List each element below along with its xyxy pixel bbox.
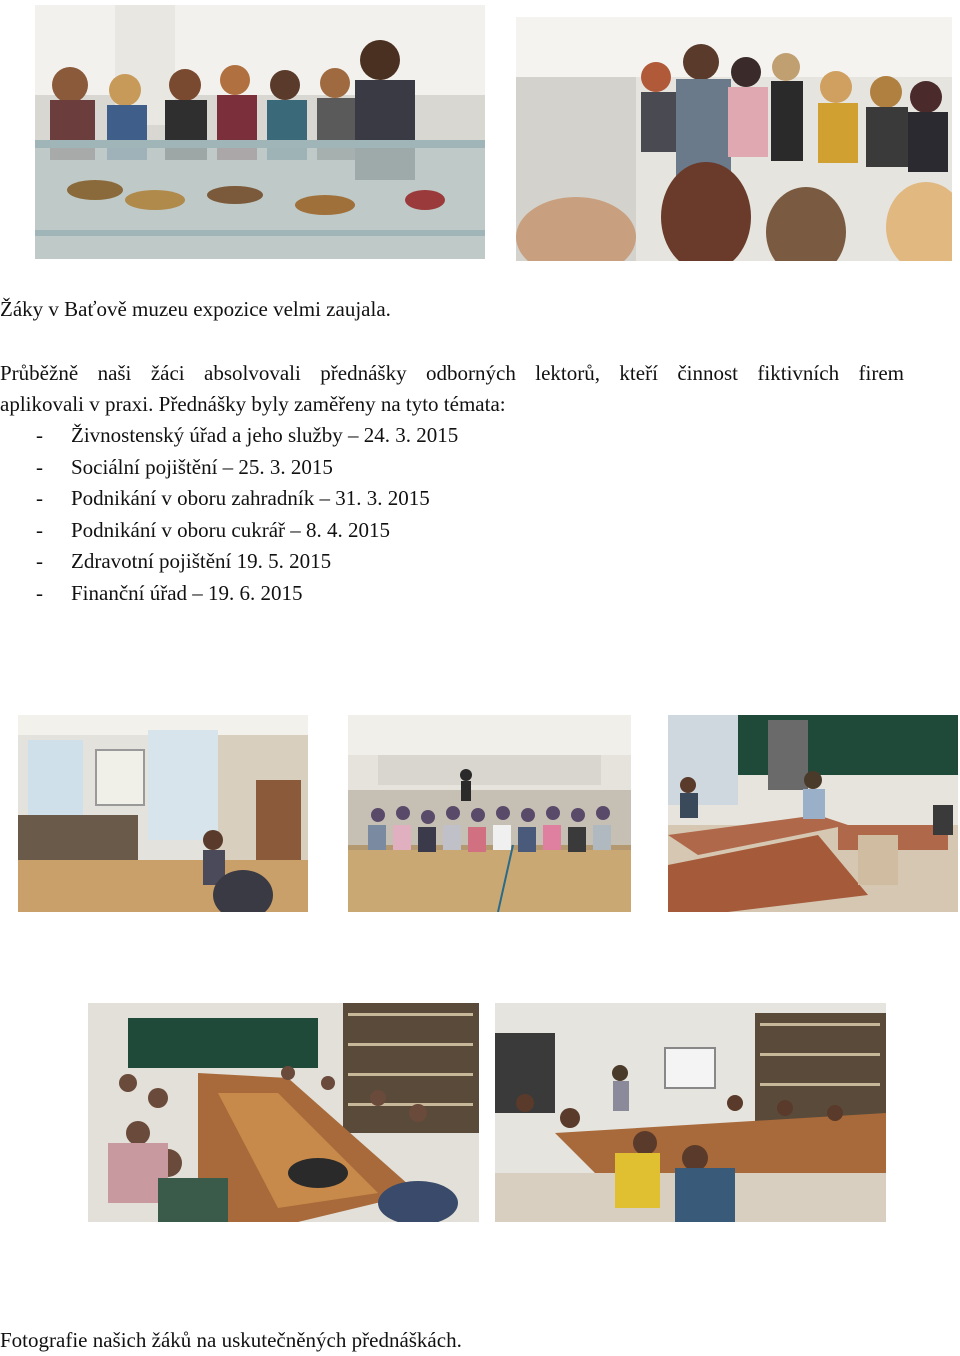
museum-photo-2 xyxy=(516,17,952,261)
list-item xyxy=(36,420,458,452)
paragraph-word: přednášky xyxy=(320,361,407,385)
list-dash: - xyxy=(36,423,43,447)
museum-caption: Žáky v Baťově muzeu expozice velmi zaujala. xyxy=(0,297,391,321)
list-item-text: Zdravotní pojištění 19. 5. 2015 xyxy=(71,549,332,574)
lectures-intro-paragraph xyxy=(0,358,904,420)
lecture-photo-2 xyxy=(348,715,631,912)
list-dash: - xyxy=(36,486,43,511)
paragraph-word: žáci xyxy=(150,361,185,385)
lecture-list xyxy=(36,420,458,610)
list-item-text: Podnikání v oboru cukrář – 8. 4. 2015 xyxy=(71,517,391,542)
list-item xyxy=(36,483,458,515)
list-item-text: Živnostenský úřad a jeho služby – 24. 3. 2015 xyxy=(71,423,459,447)
paragraph-word: absolvovali xyxy=(204,361,301,385)
list-item xyxy=(36,546,458,578)
paragraph-word: odborných xyxy=(426,361,516,385)
paragraph-word: Průběžně xyxy=(0,361,79,385)
lectures-caption: Fotografie našich žáků na uskutečněných přednáškách. xyxy=(0,1328,462,1352)
paragraph-line-1 xyxy=(0,358,904,389)
list-dash: - xyxy=(36,454,43,479)
list-dash: - xyxy=(36,517,43,542)
list-item xyxy=(36,578,458,610)
paragraph-line-2 xyxy=(0,389,904,420)
paragraph-word: naši xyxy=(97,361,132,385)
list-dash: - xyxy=(36,580,43,605)
list-dash: - xyxy=(36,549,43,574)
list-item xyxy=(36,452,458,484)
list-item-text: Podnikání v oboru zahradník – 31. 3. 2015 xyxy=(71,486,430,511)
list-item-text: Sociální pojištění – 25. 3. 2015 xyxy=(71,454,333,479)
paragraph-word: kteří xyxy=(619,361,658,385)
lecture-photo-4 xyxy=(88,1003,479,1222)
list-item xyxy=(36,515,458,547)
museum-photo-1 xyxy=(35,5,485,259)
paragraph-word: lektorů, xyxy=(535,361,600,385)
paragraph-word: firem xyxy=(858,361,904,385)
lecture-photo-3 xyxy=(668,715,958,912)
paragraph-word: činnost xyxy=(677,361,738,385)
lecture-photo-1 xyxy=(18,715,308,912)
paragraph-line-2-rest: Přednášky byly zaměřeny na tyto témata: xyxy=(158,392,506,416)
lecture-photo-5 xyxy=(495,1003,886,1222)
paragraph-word: fiktivních xyxy=(757,361,840,385)
list-item-text: Finanční úřad – 19. 6. 2015 xyxy=(71,580,303,605)
paragraph-line-2-start: aplikovali v praxi. xyxy=(0,392,154,416)
